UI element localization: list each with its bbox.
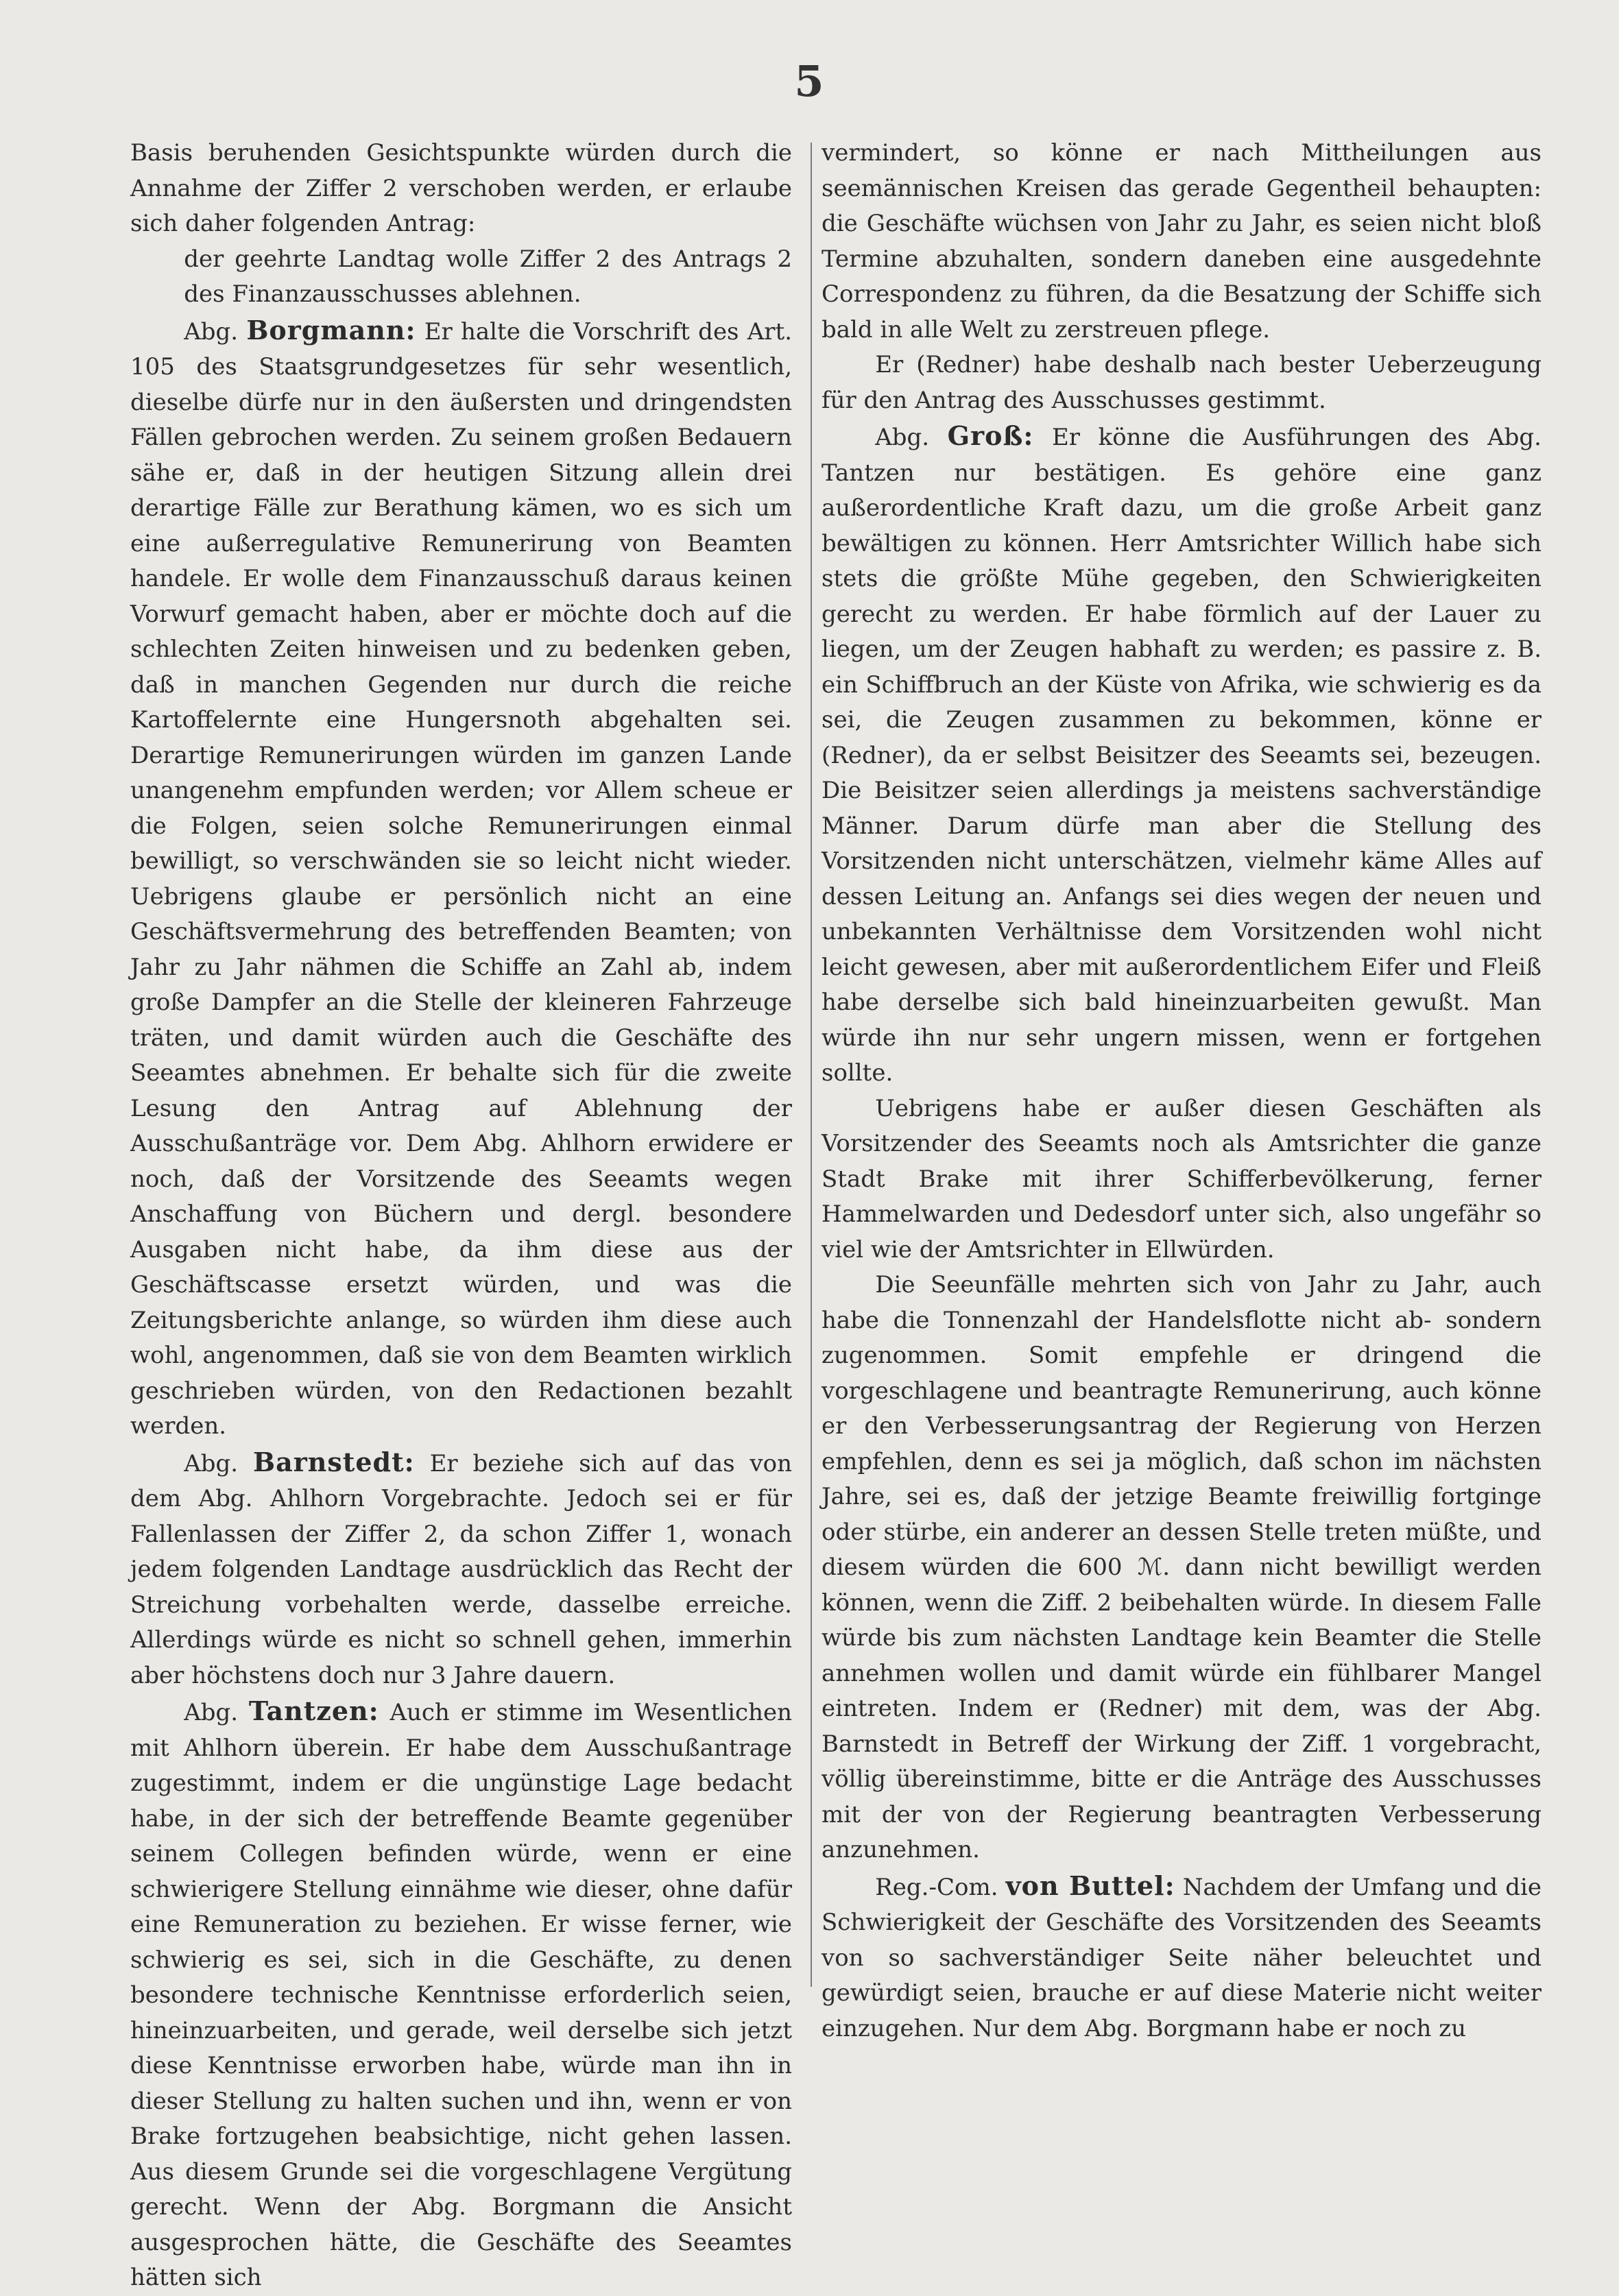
speaker-prefix: Abg. bbox=[184, 1699, 239, 1726]
left-column bbox=[130, 136, 792, 2296]
speaker-prefix: Reg.-Com. bbox=[875, 1873, 998, 1901]
speaker-name: Groß: bbox=[947, 420, 1034, 451]
paragraph: Er (Redner) habe deshalb nach bester Ueberzeugung für den Antrag des Ausschusses gestimmt. bbox=[822, 351, 1542, 414]
speech-text: Auch er stimme im Wesentlichen mit Ahlhorn überein. Er habe dem Ausschußantrage zugestimmt, indem er die ungünstige Lage bedacht habe, in der sich der betreffende Beamte gegenüber seinem Collegen befinden würde, wenn er eine schwierigere Stellung einnähme wie dieser, ohne dafür eine Remuneration zu beziehen. Er wisse ferner, wie schwierig es sei, sich in die Geschäfte, zu denen besondere technische Kenntnisse erforderlich seien, hineinzuarbeiten, und gerade, weil derselbe sich jetzt diese Kenntnisse erworben habe, würde man ihn in dieser Stellung zu halten suchen und ihn, wenn er von Brake fortzugehen beabsichtige, nicht gehen lassen. Aus diesem Grunde sei die vorgeschlagene Vergütung gerecht. Wenn der Abg. Borgmann die Ansicht ausgesprochen hätte, die Geschäfte des Seeamtes hätten sich bbox=[130, 1699, 793, 2291]
speech-paragraph bbox=[130, 313, 792, 1445]
paragraph: Uebrigens habe er außer diesen Geschäften als Vorsitzender des Seeamts noch als Amtsrichter die ganze Stadt Brake mit ihrer Schifferbevölkerung, ferner Hammelwarden und Dedesdorf unter sich, also ungefähr so viel wie der Amtsrichter in Ellwürden. bbox=[822, 1094, 1542, 1264]
speaker-prefix: Abg. bbox=[875, 424, 930, 451]
column-divider bbox=[811, 143, 812, 1987]
paragraph: Die Seeunfälle mehrten sich von Jahr zu Jahr, auch habe die Tonnenzahl der Handelsflotte nicht ab- sondern zugenommen. Somit empfehle er dringend die vorgeschlagene und beantragte Remunerirung, auch könne er den Verbesserungsantrag der Regierung von Herzen empfehlen, denn es sei ja möglich, daß schon im nächsten Jahre, sei es, daß der jetzige Beamte freiwillig fortginge oder stürbe, ein anderer an dessen Stelle treten müßte, und diesem würden die 600 ℳ. dann nicht bewilligt werden können, wenn die Ziff. 2 beibehalten würde. In diesem Falle würde bis zum nächsten Landtage kein Beamter die Stelle annehmen wollen und damit würde ein fühlbarer Mangel eintreten. Indem er (Redner) mit dem, was der Abg. Barnstedt in Betreff der Wirkung der Ziff. 1 vorgebracht, völlig übereinstimme, bitte er die Anträge des Ausschusses mit der von der Regierung beantragten Verbesserung anzunehmen. bbox=[822, 1271, 1542, 1863]
motion-quote: der geehrte Landtag wolle Ziffer 2 des Antrags 2 des Finanzausschusses ablehnen. bbox=[184, 245, 792, 308]
speaker-name: Barnstedt: bbox=[252, 1446, 415, 1477]
right-column bbox=[822, 136, 1542, 2046]
speech-text: Er könne die Ausführungen des Abg. Tantzen nur bestätigen. Es gehöre eine ganz außerordentliche Kraft dazu, um die große Arbeit ganz bewältigen zu können. Herr Amtsrichter Willich habe sich stets die größte Mühe gegeben, den Schwierigkeiten gerecht zu werden. Er habe förmlich auf der Lauer zu liegen, um der Zeugen habhaft zu werden; es passire z. B. ein Schiffbruch an der Küste von Afrika, wie schwierig es da sei, die Zeugen zusammen zu bekommen, könne er (Redner), da er selbst Beisitzer des Seeamts sei, bezeugen. Die Beisitzer seien allerdings ja meistens sachverständige Männer. Darum dürfe man aber die Stellung des Vorsitzenden nicht unterschätzen, vielmehr käme Alles auf dessen Leitung an. Anfangs sei dies wegen der neuen und unbekannten Verhältnisse dem Vorsitzenden wohl nicht leicht gewesen, aber mit außerordentlichem Eifer und Fleiß habe derselbe sich bald hineinzuarbeiten gewußt. Man würde ihn nur sehr ungern missen, wenn er fortgehen sollte. bbox=[822, 424, 1542, 1087]
page-number: 5 bbox=[794, 56, 824, 106]
speech-paragraph bbox=[130, 1693, 792, 2296]
paragraph: Basis beruhenden Gesichtspunkte würden durch die Annahme der Ziffer 2 verschoben werden, er erlaube sich daher folgenden Antrag: bbox=[130, 139, 792, 237]
speaker-name: Borgmann: bbox=[246, 314, 416, 346]
speech-paragraph bbox=[130, 1445, 792, 1694]
speech-paragraph bbox=[822, 1868, 1542, 2047]
speaker-name: von Buttel: bbox=[1005, 1870, 1175, 1901]
speaker-prefix: Abg. bbox=[184, 317, 239, 346]
speech-text: Er halte die Vorschrift des Art. 105 des Staatsgrundgesetzes für sehr wesentlich, dieselbe dürfe nur in den äußersten und dringendsten Fällen gebrochen werden. Zu seinem großen Bedauern sähe er, daß in der heutigen Sitzung allein drei derartige Fälle zur Berathung kämen, wo es sich um eine außerregulative Remunerirung von Beamten handele. Er wolle dem Finanzausschuß daraus keinen Vorwurf gemacht haben, aber er möchte doch auf die schlechten Zeiten hinweisen und zu bedenken geben, daß in manchen Gegenden nur durch die reiche Kartoffelernte eine Hungersnoth abgehalten sei. Derartige Remunerirungen würden im ganzen Lande unangenehm empfunden werden; vor Allem scheue er die Folgen, seien solche Remunerirungen einmal bewilligt, so verschwänden sie so leicht nicht wieder. Uebrigens glaube er persönlich nicht an eine Geschäftsvermehrung des betreffenden Beamten; von Jahr zu Jahr nähmen die Schiffe an Zahl ab, indem große Dampfer an die Stelle der kleineren Fahrzeuge träten, und damit würden auch die Geschäfte des Seeamtes abnehmen. Er behalte sich für die zweite Lesung den Antrag auf Ablehnung der Ausschußanträge vor. Dem Abg. Ahlhorn erwidere er noch, daß der Vorsitzende des Seeamts wegen Anschaffung von Büchern und dergl. besondere Ausgaben nicht habe, da ihm diese aus der Geschäftscasse ersetzt würden, und was die Zeitungsberichte anlange, so würden ihm diese auch wohl, angenommen, daß sie von dem Beamten wirklich geschrieben würden, von den Redactionen bezahlt werden. bbox=[130, 317, 793, 1440]
speech-text: Nachdem der Umfang und die Schwierigkeit der Geschäfte des Vorsitzenden des Seeamts von so sachverständiger Seite näher beleuchtet und gewürdigt seien, brauche er auf diese Materie nicht weiter einzugehen. Nur dem Abg. Borgmann habe er noch zu bbox=[822, 1873, 1542, 2042]
speech-paragraph bbox=[822, 418, 1542, 1091]
speaker-name: Tantzen: bbox=[248, 1695, 379, 1726]
speech-text: Er beziehe sich auf das von dem Abg. Ahlhorn Vorgebrachte. Jedoch sei er für Fallenlassen der Ziffer 2, da schon Ziffer 1, wonach jedem folgenden Landtage ausdrücklich das Recht der Streichung vorbehalten werde, dasselbe erreiche. Allerdings würde es nicht so schnell gehen, immerhin aber höchstens doch nur 3 Jahre dauern. bbox=[130, 1449, 793, 1689]
speaker-prefix: Abg. bbox=[184, 1449, 239, 1477]
paragraph: vermindert, so könne er nach Mittheilungen aus seemännischen Kreisen das gerade Gegentheil behaupten: die Geschäfte wüchsen von Jahr zu Jahr, es seien nicht bloß Termine abzuhalten, sondern daneben eine ausgedehnte Correspondenz zu führen, da die Besatzung der Schiffe sich bald in alle Welt zu zerstreuen pflege. bbox=[822, 139, 1542, 343]
